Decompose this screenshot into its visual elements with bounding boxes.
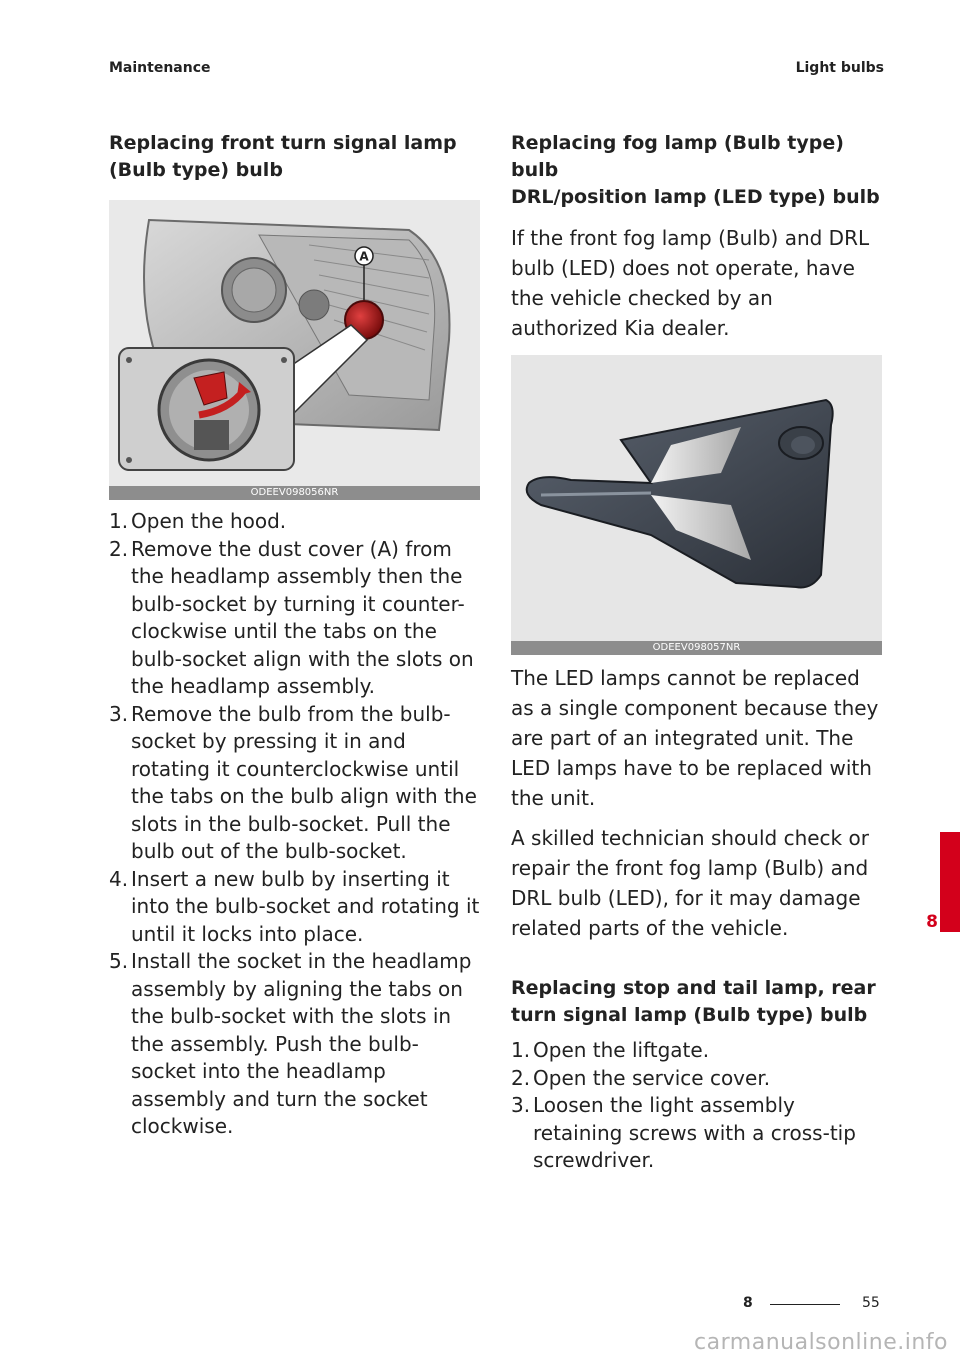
watermark: carmanualsonline.info: [694, 1330, 948, 1355]
figure-caption: ODEEV098057NR: [511, 641, 882, 655]
step-text: Open the service cover.: [533, 1065, 771, 1090]
step-number: 5.: [109, 949, 129, 973]
title-line-2: turn signal lamp (Bulb type) bulb: [511, 1004, 868, 1026]
fog-lamp-intro: If the front fog lamp (Bulb) and DRL bulb (LED) does not operate, have the vehicle checked by an authorized Kia dealer.: [511, 226, 870, 340]
step-number: 4.: [109, 866, 129, 891]
header-section: Maintenance: [109, 60, 211, 76]
step-text: Remove the dust cover (A) from the headlamp assembly then the bulb-socket by turning it counter-clockwise until the tabs on the bulb-socket align with the slots on the headlamp assembly.: [131, 536, 474, 698]
title-line-1: Replacing stop and tail lamp, rear: [511, 977, 876, 999]
callout-a-label: A: [359, 249, 369, 264]
stop-tail-steps: [511, 1037, 883, 1175]
step-number: 3.: [109, 701, 129, 726]
list-item: [511, 1065, 883, 1093]
step-number: 2.: [109, 536, 129, 561]
list-item: [109, 536, 481, 701]
section-title-stop-tail-lamp: [511, 975, 883, 1029]
list-item: [511, 1037, 883, 1065]
headlamp-illustration: [109, 200, 480, 500]
step-number: 2.: [511, 1065, 531, 1090]
footer-divider: [770, 1304, 840, 1305]
step-number: 1.: [511, 1038, 531, 1062]
step-number: 3.: [511, 1093, 531, 1117]
list-item: [511, 1092, 883, 1175]
list-item: [109, 508, 481, 536]
step-text: Insert a new bulb by inserting it into the bulb-socket and rotating it until it locks into place.: [131, 866, 480, 946]
title-line-1: Replacing front turn signal lamp: [109, 132, 457, 154]
step-text: Open the hood.: [131, 509, 287, 533]
list-item: [109, 866, 481, 949]
footer-chapter: 8: [743, 1295, 753, 1311]
title-line-2: DRL/position lamp (LED type) bulb: [511, 186, 880, 208]
list-item: [109, 701, 481, 866]
step-text: Remove the bulb from the bulb-socket by pressing it in and rotating it counterclockwise until the tabs on the bulb align with the slots in the bulb-socket. Pull the bulb out of the bulb-socket.: [131, 701, 477, 863]
right-column: [511, 130, 883, 1175]
list-item: [109, 948, 481, 1141]
figure-fog-lamp: [511, 355, 882, 655]
fog-lamp-illustration: [511, 355, 882, 655]
turn-signal-steps: [109, 508, 481, 1141]
step-text: Open the liftgate.: [533, 1038, 710, 1062]
title-line-1: Replacing fog lamp (Bulb type) bulb: [511, 132, 844, 181]
figure-caption: ODEEV098056NR: [109, 486, 480, 500]
step-number: 1.: [109, 509, 129, 533]
step-text: Loosen the light assembly retaining screws with a cross-tip screwdriver.: [533, 1093, 856, 1172]
footer-page-number: 55: [862, 1295, 880, 1311]
chapter-tab: [940, 832, 960, 932]
figure-headlamp: [109, 200, 480, 500]
section-title-turn-signal: [109, 130, 481, 184]
technician-paragraph: A skilled technician should check or repair the front fog lamp (Bulb) and DRL bulb (LED), for it may damage related parts of the vehicle.: [511, 826, 869, 940]
step-text: Install the socket in the headlamp assembly by aligning the tabs on the bulb-socket with the slots in the assembly. Push the bulb-socket into the headlamp assembly and turn the socket clockwise.: [131, 949, 472, 1138]
header-topic: Light bulbs: [795, 60, 884, 76]
chapter-tab-number: 8: [926, 912, 938, 932]
left-column: [109, 130, 481, 1141]
section-title-fog-lamp: [511, 130, 883, 211]
led-paragraph: The LED lamps cannot be replaced as a single component because they are part of an integrated unit. The LED lamps have to be replaced with the unit.: [511, 666, 879, 810]
title-line-2: (Bulb type) bulb: [109, 159, 283, 181]
